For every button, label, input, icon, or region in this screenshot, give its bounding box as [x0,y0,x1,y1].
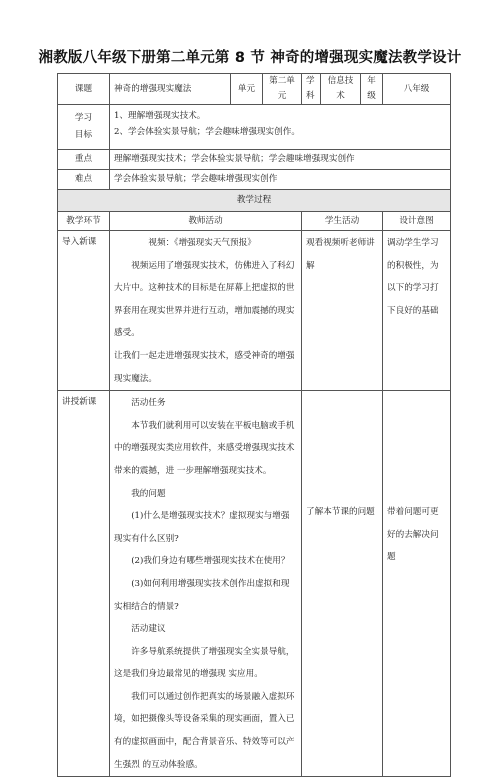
teacher-paragraph: 我的问题 [131,488,166,499]
process-header: 教学过程 [58,190,451,212]
design-intent: 调动学生学习的积极性，为以下的学习打下良好的基础 [383,231,451,391]
info-row [58,74,451,105]
teacher-paragraph: 许多导航系统提供了增强现实全实景导航，这是我们身边最常见的增强现 实应用。 [114,646,295,680]
stage-name: 导入新课 [58,231,110,391]
unit-value: 第二单元 [263,74,302,105]
grade-label: 年级 [361,74,383,105]
teacher-activity [110,391,302,777]
document-title: 湘教版八年级下册第二单元第 8 节 神奇的增强现实魔法教学设计 [38,50,462,66]
objectives-row [58,105,451,150]
column-teacher: 教师活动 [110,212,302,231]
subject-label: 学科 [302,74,321,105]
teacher-paragraph: 本节我们就利用可以安装在平板电脑或手机中的增强现实类应用软件，来感受增强现实技术带来的震撼，进 一步理解增强现实技术。 [114,420,295,476]
key-points-label: 重点 [58,150,110,170]
teacher-paragraph: (1)什么是增强现实技术？虚拟现实与增强现实有什么区别? [114,511,290,544]
unit-label: 单元 [231,74,263,105]
key-points-value: 理解增强现实技术；学会体验实景导航；学会趣味增强现实创作 [110,150,451,170]
teacher-paragraph: 活动任务 [131,398,166,409]
teacher-paragraph: 视频：《增强现实天气预报》 [148,238,256,248]
teacher-paragraph: 让我们一起走进增强现实技术，感受神奇的增强现实魔法。 [114,350,295,384]
objective-item: 1、理解增强现实技术。 [114,111,206,121]
teacher-paragraph: 视频运用了增强现实技术，仿佛进入了科幻大片中。这种技术的目标是在屏幕上把虚拟的世界套用在现实世界并进行互动，增加震撼的现实感受。 [114,260,295,339]
column-intent: 设计意图 [383,212,451,231]
objectives-list [110,105,451,150]
teacher-paragraph: 我们可以通过创作把真实的场景融入虚拟环境，如把摄像头等设备采集的现实画面，置入已有的虚拟画面中，配合背景音乐、特效等可以产生强烈 的互动体验感。 [114,691,295,770]
stage-row [58,231,451,391]
column-stage: 教学环节 [58,212,110,231]
student-activity: 了解本节课的问题 [302,391,383,777]
lesson-plan-table [57,73,451,777]
design-intent: 带着问题可更好的去解决问题 [383,391,451,777]
teacher-paragraph: (2)我们身边有哪些增强现实技术在使用？ [131,556,290,567]
process-header-row [58,190,451,212]
teacher-paragraph: 活动建议 [131,624,166,635]
topic-label: 课题 [58,74,110,105]
stage-name: 讲授新课 [58,391,110,777]
objective-item: 2、学会体验实景导航；学会趣味增强现实创作。 [114,127,300,137]
column-student: 学生活动 [302,212,383,231]
objectives-label: 学习目标 [58,105,110,150]
topic-value: 神奇的增强现实魔法 [110,74,231,105]
difficult-points-label: 难点 [58,170,110,190]
stage-row [58,391,451,777]
student-activity: 观看视频听老师讲解 [302,231,383,391]
teacher-activity [110,231,302,391]
subject-value: 信息技术 [321,74,361,105]
teacher-paragraph: (3)如何利用增强现实技术创作出虚拟和现实相结合的情景? [114,578,290,612]
difficult-points-value: 学会体验实景导航；学会趣味增强现实创作 [110,170,451,190]
grade-value: 八年级 [383,74,451,105]
process-columns-row [58,212,451,231]
key-points-row [58,150,451,170]
difficult-points-row [58,170,451,190]
